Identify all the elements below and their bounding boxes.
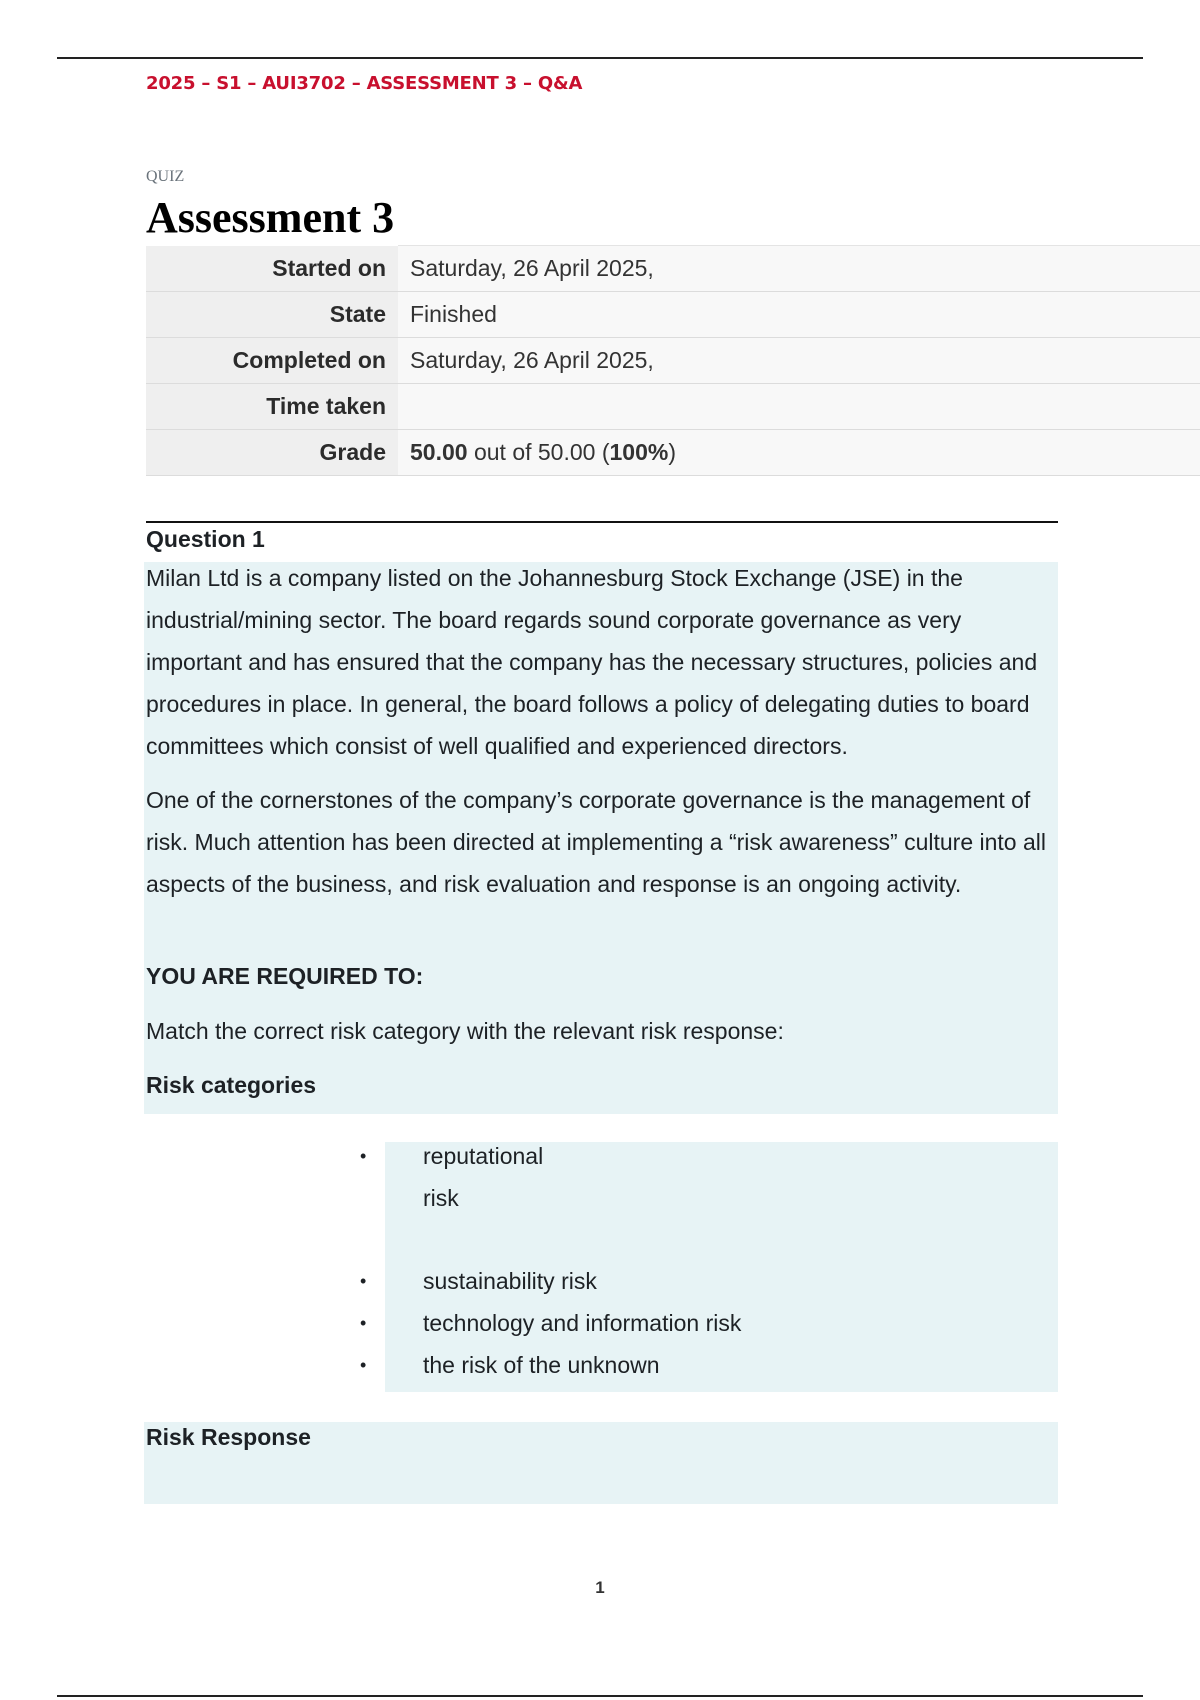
required-heading: YOU ARE REQUIRED TO: [146, 963, 424, 989]
summary-row-time-taken [146, 384, 1200, 430]
attempt-summary-table [146, 245, 1200, 476]
risk-category-label: sustainability risk [423, 1268, 597, 1294]
question-paragraph-1: Milan Ltd is a company listed on the Johannesburg Stock Exchange (JSE) in the industrial/mining sector. The board regards sound corporate governance as very important and has ensured that the company has the necessary structures, policies and procedures in place. In general, the board follows a policy of delegating duties to board committees which consist of well qualified and experienced directors. [146, 565, 1038, 759]
instruction-text: Match the correct risk category with the relevant risk response: [146, 1018, 784, 1044]
bottom-rule [57, 1695, 1143, 1697]
risk-categories-heading: Risk categories [146, 1072, 317, 1098]
summary-row-started [146, 246, 1200, 292]
summary-value [398, 384, 1200, 430]
grade-value [398, 430, 1200, 476]
risk-response-heading: Risk Response [146, 1424, 311, 1450]
risk-category-label: technology and information risk [423, 1310, 742, 1336]
top-rule [57, 57, 1143, 59]
summary-value: Saturday, 26 April 2025, [398, 338, 1200, 384]
summary-label: State [146, 292, 398, 338]
summary-label: Started on [146, 246, 398, 292]
question-title: Question 1 [146, 526, 265, 552]
risk-category-label: reputational risk [423, 1143, 544, 1211]
quiz-label: QUIZ [146, 168, 185, 185]
summary-label: Grade [146, 430, 398, 476]
summary-row-grade [146, 430, 1200, 476]
document-header: 2025 – S1 – AUI3702 – ASSESSMENT 3 – Q&A [146, 73, 583, 94]
page-title: Assessment 3 [146, 193, 395, 242]
risk-category-label: the risk of the unknown [423, 1352, 660, 1378]
summary-row-completed [146, 338, 1200, 384]
grade-mid: out of 50.00 ( [467, 439, 610, 465]
summary-label: Completed on [146, 338, 398, 384]
summary-row-state [146, 292, 1200, 338]
bullet-icon: • [360, 1146, 367, 1166]
question-paragraph-2: One of the cornerstones of the company’s corporate governance is the management of risk. Much attention has been directed at implementing a “risk awareness” culture into all aspects of the business, and risk evaluation and response is an ongoing activity. [146, 787, 1046, 897]
bullet-icon: • [360, 1355, 367, 1375]
summary-label: Time taken [146, 384, 398, 430]
grade-score: 50.00 [410, 439, 468, 465]
summary-value: Saturday, 26 April 2025, [398, 246, 1200, 292]
summary-value: Finished [398, 292, 1200, 338]
bullet-icon: • [360, 1271, 367, 1291]
question-divider [146, 521, 1058, 523]
grade-end: ) [668, 439, 676, 465]
grade-percent: 100% [609, 439, 669, 465]
bullet-icon: • [360, 1313, 367, 1333]
page-number: 1 [595, 1578, 605, 1597]
